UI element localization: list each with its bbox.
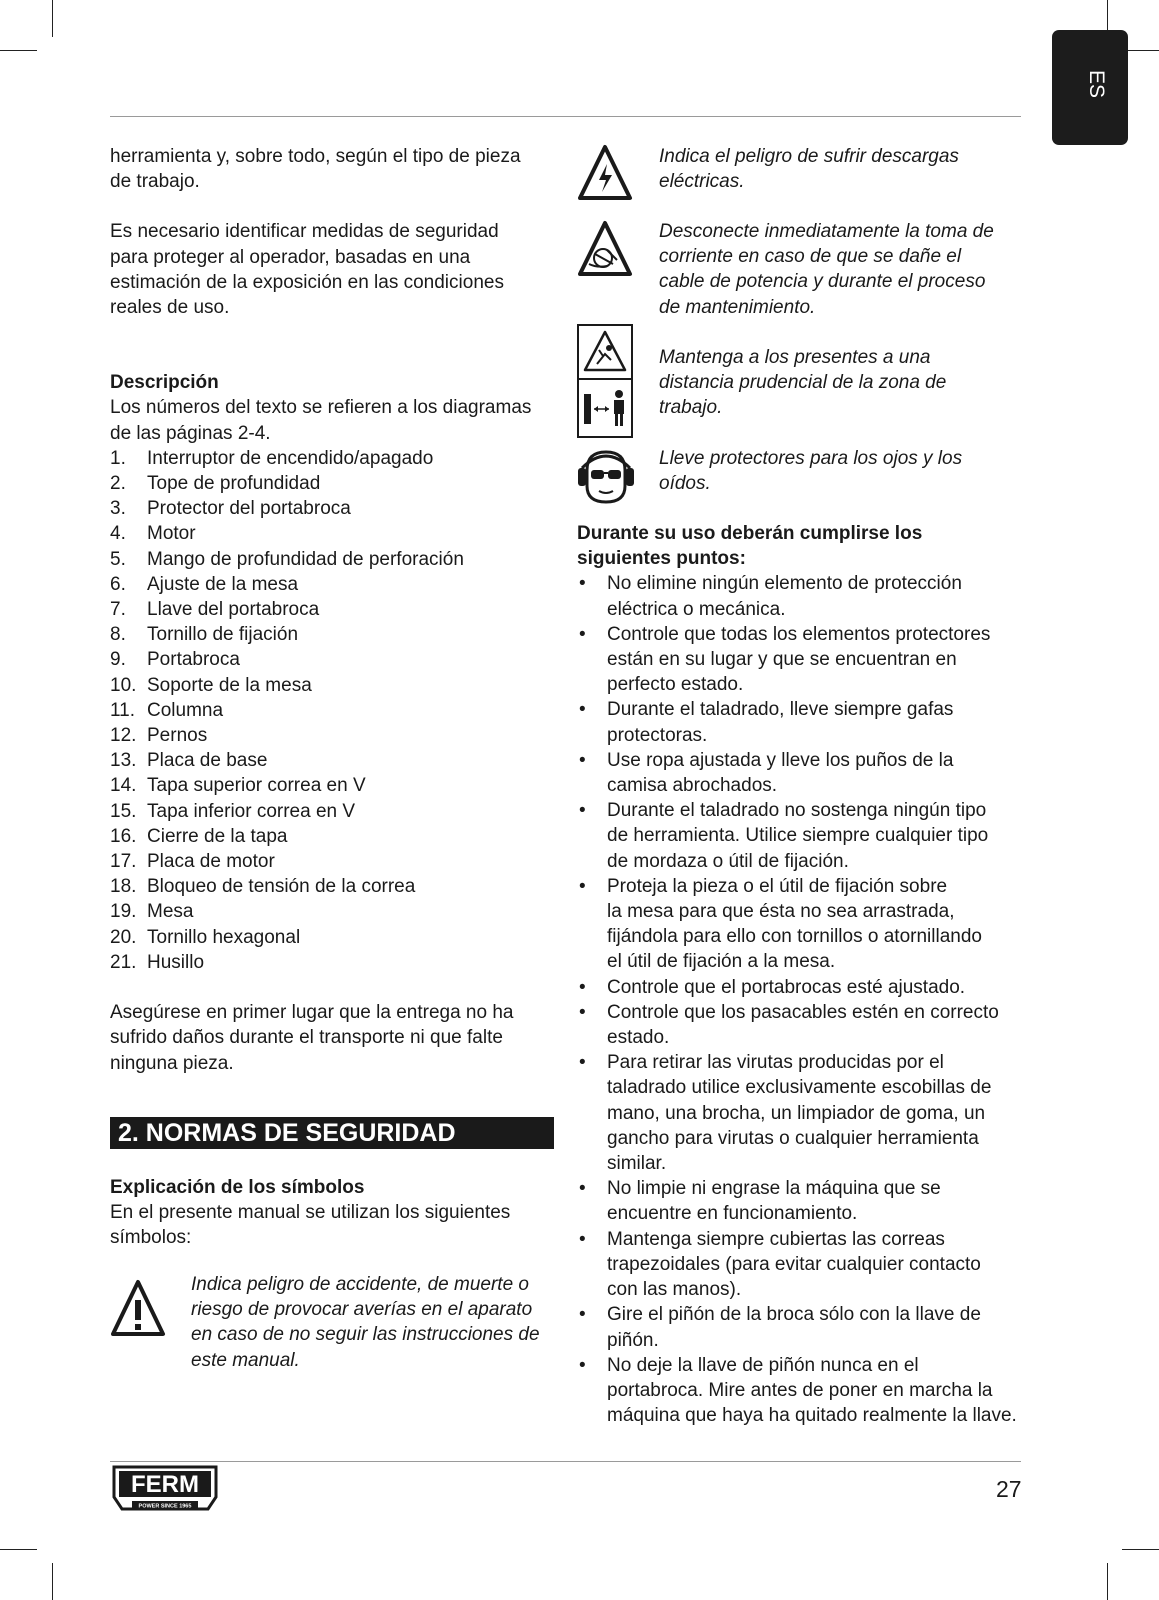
header-rule bbox=[110, 116, 1021, 117]
crop-mark bbox=[0, 1549, 37, 1550]
bullet-text: Durante el taladrado, lleve siempre gafas protectoras. bbox=[607, 699, 954, 746]
bullet-text: Mantenga siempre cubiertas las correas trapezoidales (para evitar cualquier contacto con las manos). bbox=[607, 1228, 981, 1301]
bullet-icon: • bbox=[579, 875, 586, 897]
safety-bullet-list bbox=[577, 571, 1027, 1428]
list-item-label: Mesa bbox=[147, 901, 194, 923]
list-item-label: Columna bbox=[147, 699, 224, 721]
list-item bbox=[110, 899, 560, 924]
list-item bbox=[110, 471, 560, 496]
bullet-text: Para retirar las virutas producidas por el taladrado utilice exclusivamente escobillas de mano, una brocha, un limpiador de goma, un gancho para virutas o cualquier herramienta similar. bbox=[607, 1052, 992, 1175]
list-item bbox=[110, 723, 560, 748]
eye-ear-protection-icon bbox=[577, 448, 635, 511]
list-item-label: Tapa inferior correa en V bbox=[147, 800, 356, 822]
bullet-icon: • bbox=[579, 1228, 586, 1250]
simbolos-text: En el presente manual se utilizan los siguientes símbolos: bbox=[110, 1202, 511, 1249]
list-item-label: Tope de profundidad bbox=[147, 473, 321, 495]
keep-distance-text: Mantenga a los presentes a una distancia prudencial de la zona de trabajo. bbox=[659, 347, 947, 419]
crop-mark bbox=[1107, 1563, 1108, 1600]
bullet-icon: • bbox=[579, 800, 586, 822]
footer-rule bbox=[110, 1461, 1021, 1462]
list-item bbox=[110, 597, 560, 622]
parts-list bbox=[110, 446, 560, 975]
list-item-label: Tornillo hexagonal bbox=[147, 926, 301, 948]
bullet-text: Gire el piñón de la broca sólo con la llave de piñón. bbox=[607, 1304, 981, 1351]
unplug-icon bbox=[577, 220, 633, 283]
warning-icon bbox=[110, 1278, 166, 1343]
descripcion-heading: Descripción bbox=[110, 372, 219, 394]
list-item-number: 21. bbox=[110, 951, 137, 973]
list-item-number: 7. bbox=[110, 599, 126, 621]
list-item-label: Tapa superior correa en V bbox=[147, 775, 366, 797]
list-item-number: 19. bbox=[110, 901, 137, 923]
list-item bbox=[577, 697, 1027, 747]
list-item bbox=[577, 798, 1027, 874]
list-item bbox=[110, 572, 560, 597]
language-tab-label: ES bbox=[1085, 70, 1108, 99]
list-item-label: Tornillo de fijación bbox=[147, 624, 299, 646]
list-item-number: 4. bbox=[110, 523, 126, 545]
bullet-text: Controle que todas los elementos protectores están en su lugar y que se encuentran en perfecto estado. bbox=[607, 623, 991, 696]
bullet-icon: • bbox=[579, 699, 586, 721]
list-item bbox=[110, 647, 560, 672]
warning-text: Indica peligro de accidente, de muerte o riesgo de provocar averías en el aparato en caso de no seguir las instrucciones de este manual. bbox=[191, 1274, 540, 1371]
list-item-number: 20. bbox=[110, 926, 137, 948]
list-item-number: 15. bbox=[110, 800, 137, 822]
list-item bbox=[577, 571, 1027, 621]
crop-mark bbox=[1122, 1549, 1159, 1550]
left-column bbox=[110, 144, 560, 1076]
list-item bbox=[110, 622, 560, 647]
bullet-icon: • bbox=[579, 1052, 586, 1074]
list-item bbox=[577, 748, 1027, 798]
bullet-icon: • bbox=[579, 749, 586, 771]
list-item bbox=[577, 1176, 1027, 1226]
list-item-number: 6. bbox=[110, 573, 126, 595]
bullet-icon: • bbox=[579, 1178, 586, 1200]
list-item-number: 1. bbox=[110, 447, 126, 469]
list-item-label: Mango de profundidad de perforación bbox=[147, 548, 464, 570]
list-item-number: 17. bbox=[110, 851, 137, 873]
list-item-label: Ajuste de la mesa bbox=[147, 573, 299, 595]
list-item bbox=[110, 547, 560, 572]
list-item-number: 9. bbox=[110, 649, 126, 671]
list-item-label: Soporte de la mesa bbox=[147, 674, 312, 696]
bullet-icon: • bbox=[579, 1304, 586, 1326]
list-item bbox=[110, 950, 560, 975]
list-item-number: 2. bbox=[110, 473, 126, 495]
page-number: 27 bbox=[996, 1476, 1022, 1502]
list-item bbox=[577, 975, 1027, 1000]
eye-ear-protection-text: Lleve protectores para los ojos y los oídos. bbox=[659, 448, 963, 495]
list-item-number: 13. bbox=[110, 750, 137, 772]
electric-shock-icon bbox=[577, 144, 633, 207]
intro-paragraph-2: Es necesario identificar medidas de seguridad para proteger al operador, basadas en una estimación de la exposición en las condiciones reales de uso. bbox=[110, 221, 504, 319]
list-item bbox=[110, 773, 560, 798]
list-item-label: Llave del portabroca bbox=[147, 599, 320, 621]
simbolos-heading: Explicación de los símbolos bbox=[110, 1177, 365, 1198]
bullet-icon: • bbox=[579, 1001, 586, 1023]
crop-mark bbox=[0, 50, 37, 51]
electric-shock-text: Indica el peligro de sufrir descargas eléctricas. bbox=[659, 146, 959, 193]
list-item bbox=[110, 799, 560, 824]
list-item-label: Motor bbox=[147, 523, 196, 545]
list-item-label: Husillo bbox=[147, 951, 205, 973]
ferm-logo bbox=[110, 1465, 220, 1520]
list-item bbox=[577, 622, 1027, 698]
list-item-number: 3. bbox=[110, 498, 126, 520]
bullet-text: No limpie ni engrase la máquina que se encuentre en funcionamiento. bbox=[607, 1178, 941, 1225]
list-item bbox=[110, 824, 560, 849]
right-column bbox=[577, 521, 1027, 1428]
list-item-number: 8. bbox=[110, 624, 126, 646]
list-item-number: 12. bbox=[110, 725, 137, 747]
logo-tagline: POWER SINCE 1965 bbox=[138, 1503, 192, 1510]
list-item-label: Interruptor de encendido/apagado bbox=[147, 447, 434, 469]
list-item bbox=[577, 1050, 1027, 1176]
section-heading: 2. NORMAS DE SEGURIDAD bbox=[110, 1117, 554, 1149]
language-tab bbox=[1052, 30, 1128, 145]
bullet-text: Controle que el portabrocas esté ajustado. bbox=[607, 976, 966, 998]
crop-mark bbox=[52, 0, 53, 37]
list-item bbox=[110, 748, 560, 773]
list-item bbox=[577, 1353, 1027, 1429]
list-item-label: Placa de motor bbox=[147, 851, 275, 873]
list-item-label: Cierre de la tapa bbox=[147, 825, 288, 847]
crop-mark bbox=[52, 1563, 53, 1600]
list-item bbox=[110, 521, 560, 546]
bullet-icon: • bbox=[579, 1354, 586, 1376]
list-item bbox=[110, 849, 560, 874]
bullet-text: Use ropa ajustada y lleve los puños de la camisa abrochados. bbox=[607, 749, 954, 797]
list-item bbox=[110, 673, 560, 698]
list-item-number: 10. bbox=[110, 674, 137, 696]
logo-wordmark: FERM bbox=[131, 1471, 199, 1498]
list-item bbox=[110, 925, 560, 950]
list-item bbox=[577, 1302, 1027, 1352]
list-item-number: 11. bbox=[110, 699, 136, 721]
list-item bbox=[110, 446, 560, 471]
list-item bbox=[577, 874, 1027, 975]
list-item-label: Portabroca bbox=[147, 649, 240, 671]
bullet-text: Proteja la pieza o el útil de fijación sobre la mesa para que ésta no sea arrastrada, fijándola para ello con tornillos o atornillando el útil de fijación a la mesa. bbox=[607, 875, 982, 973]
list-item bbox=[110, 874, 560, 899]
unplug-text: Desconecte inmediatamente la toma de corriente en caso de que se dañe el cable de potencia y durante el proceso de mantenimiento. bbox=[659, 221, 994, 318]
symbols-intro bbox=[110, 1175, 560, 1251]
descripcion-text: Los números del texto se refieren a los diagramas de las páginas 2-4. bbox=[110, 397, 532, 444]
list-item bbox=[110, 496, 560, 521]
list-item-number: 5. bbox=[110, 548, 126, 570]
list-item-label: Bloqueo de tensión de la correa bbox=[147, 876, 416, 898]
bullet-text: No elimine ningún elemento de protección eléctrica o mecánica. bbox=[607, 573, 962, 620]
list-item-number: 16. bbox=[110, 825, 137, 847]
list-item-label: Placa de base bbox=[147, 750, 268, 772]
bullet-text: Durante el taladrado no sostenga ningún tipo de herramienta. Utilice siempre cualquier tipo de mordaza o útil de fijación. bbox=[607, 800, 989, 872]
list-item-label: Pernos bbox=[147, 725, 208, 747]
bullet-icon: • bbox=[579, 976, 586, 998]
bullet-icon: • bbox=[579, 573, 586, 595]
bullet-text: Controle que los pasacables estén en correcto estado. bbox=[607, 1001, 999, 1049]
list-item bbox=[577, 1000, 1027, 1050]
keep-distance-icon bbox=[577, 324, 633, 443]
bullet-icon: • bbox=[579, 623, 586, 645]
bullet-text: No deje la llave de piñón nunca en el portabroca. Mire antes de poner en marcha la máquina que haya ha quitado realmente la llave. bbox=[607, 1354, 1017, 1427]
list-item-number: 14. bbox=[110, 775, 137, 797]
list-item-number: 18. bbox=[110, 876, 137, 898]
list-item-label: Protector del portabroca bbox=[147, 498, 351, 520]
list-item bbox=[110, 698, 560, 723]
intro-paragraph-1: herramienta y, sobre todo, según el tipo de pieza de trabajo. bbox=[110, 146, 521, 193]
delivery-paragraph: Asegúrese en primer lugar que la entrega no ha sufrido daños durante el transporte ni que falte ninguna pieza. bbox=[110, 1002, 514, 1074]
uso-heading: Durante su uso deberán cumplirse los siguientes puntos: bbox=[577, 523, 923, 570]
list-item bbox=[577, 1227, 1027, 1303]
